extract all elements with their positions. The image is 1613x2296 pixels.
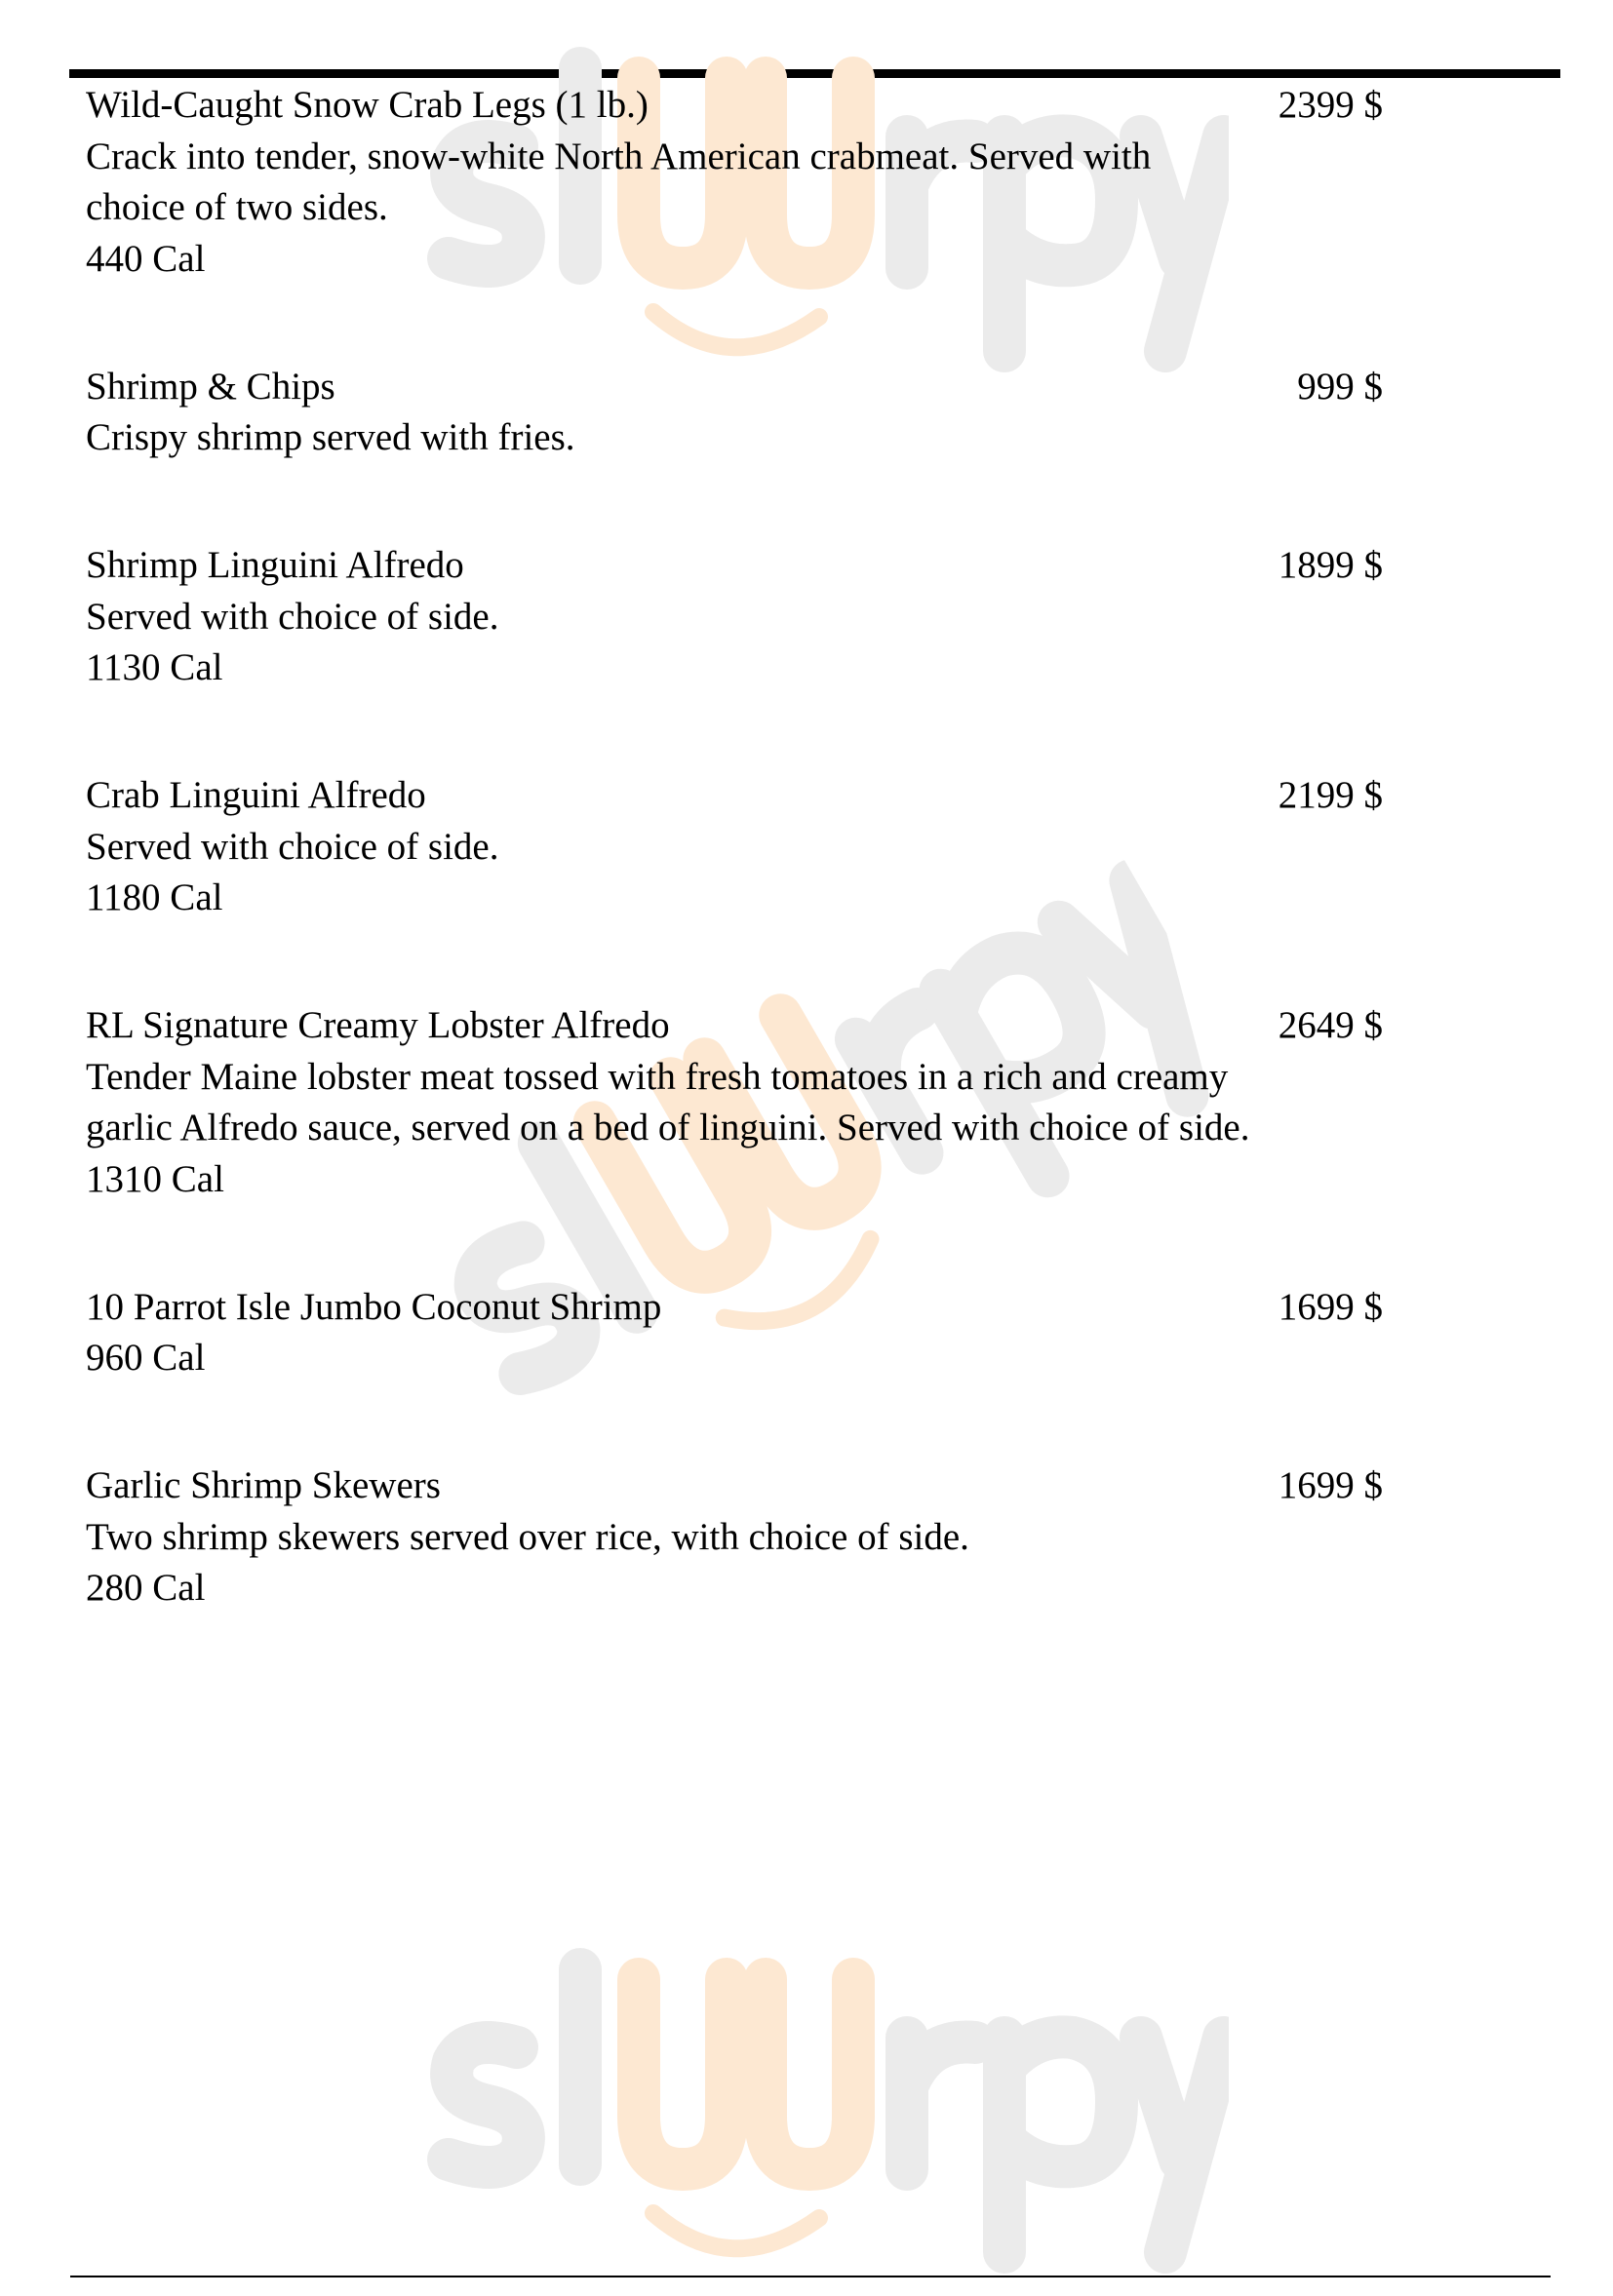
item-calories: 1180 Cal xyxy=(86,876,223,918)
item-name: Shrimp Linguini Alfredo xyxy=(86,544,464,586)
item-description: Served with choice of side. xyxy=(86,595,499,638)
menu-item xyxy=(86,1282,1383,1384)
item-name: 10 Parrot Isle Jumbo Coconut Shrimp xyxy=(86,1285,662,1328)
item-price: 2199 $ xyxy=(1278,774,1383,816)
item-calories: 960 Cal xyxy=(86,1337,206,1379)
item-name: RL Signature Creamy Lobster Alfredo xyxy=(86,1004,670,1046)
item-calories: 1130 Cal xyxy=(86,646,223,688)
menu-item xyxy=(86,80,1383,285)
item-description: Served with choice of side. xyxy=(86,825,499,868)
item-price: 999 $ xyxy=(1297,365,1383,408)
item-name: Crab Linguini Alfredo xyxy=(86,774,426,816)
item-name: Shrimp & Chips xyxy=(86,365,335,408)
menu-item xyxy=(86,1000,1383,1205)
menu-list xyxy=(86,80,1383,1691)
top-rule xyxy=(69,69,1560,78)
watermark-logo xyxy=(410,1940,1229,2291)
menu-item xyxy=(86,1460,1383,1615)
item-price: 1899 $ xyxy=(1278,544,1383,586)
menu-item xyxy=(86,540,1383,694)
item-description: Crack into tender, snow-white North American crabmeat. Served with choice of two sides. xyxy=(86,135,1152,228)
item-price: 2399 $ xyxy=(1278,84,1383,126)
item-name: Garlic Shrimp Skewers xyxy=(86,1464,441,1506)
menu-item xyxy=(86,770,1383,924)
item-description: Crispy shrimp served with fries. xyxy=(86,416,575,458)
item-description: Tender Maine lobster meat tossed with fresh tomatoes in a rich and creamy garlic Alfredo sauce, served on a bed of linguini. Served with choice of side. xyxy=(86,1055,1250,1148)
menu-item xyxy=(86,362,1383,464)
item-description: Two shrimp skewers served over rice, with choice of side. xyxy=(86,1515,969,1558)
item-calories: 1310 Cal xyxy=(86,1157,224,1200)
item-price: 1699 $ xyxy=(1278,1285,1383,1328)
item-price: 1699 $ xyxy=(1278,1464,1383,1506)
bottom-rule xyxy=(70,2276,1551,2277)
item-name: Wild-Caught Snow Crab Legs (1 lb.) xyxy=(86,84,649,126)
item-calories: 440 Cal xyxy=(86,237,206,280)
item-price: 2649 $ xyxy=(1278,1004,1383,1046)
item-calories: 280 Cal xyxy=(86,1567,206,1609)
